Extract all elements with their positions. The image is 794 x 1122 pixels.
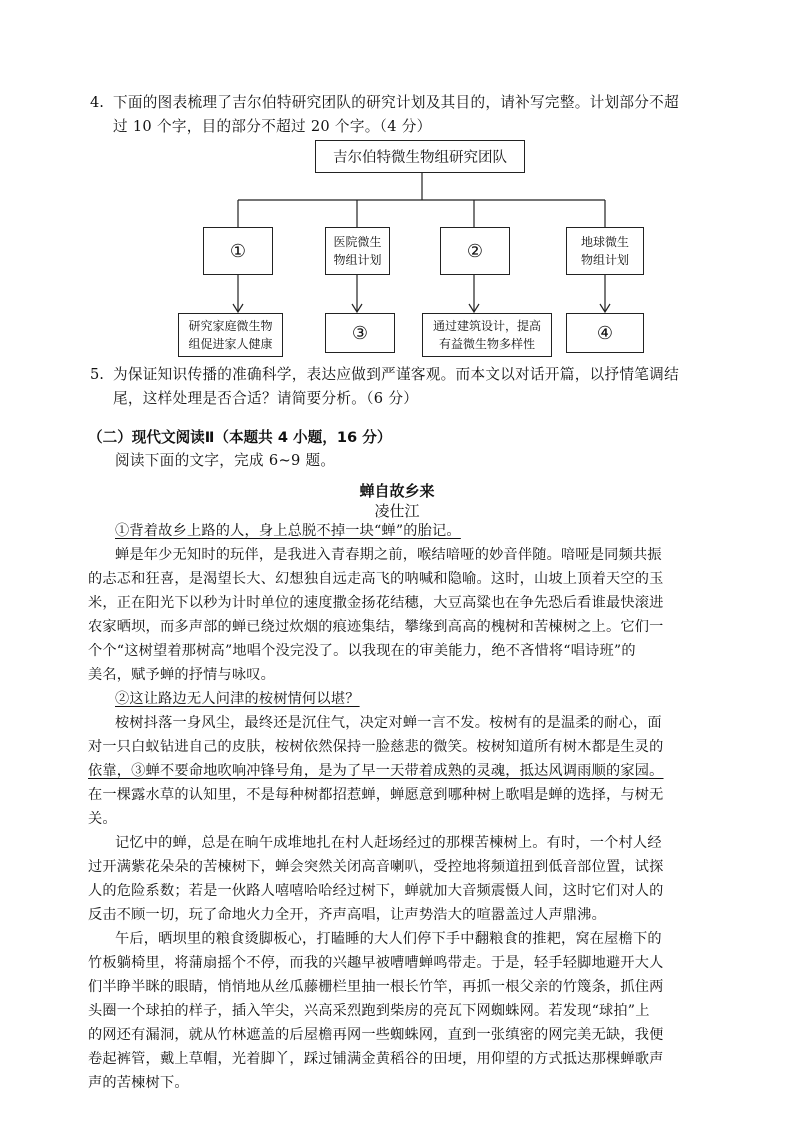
paragraph-1-line-1: ①背着故乡上路的人，身上总脱不掉一块“蝉”的胎记。 [115,523,461,539]
paragraph-2-line-4: 农家晒坝，而多声部的蝉已绕过炊烟的痕迹集结，攀缘到高高的槐树和苦楝树之上。它们一 [88,619,664,635]
paragraph-3-line-1: ②这让路边无人问津的桉树情何以堪？ [115,691,360,707]
paragraph-5-line-4: 反击不顾一切，玩了命地火力全开，齐声高唱，让声势浩大的喧嚣盖过人声鼎沸。 [88,907,606,923]
question-4-number: 4. [90,94,104,111]
paragraph-6-line-4: 头圈一个球拍的样子，插入竿尖，兴高采烈跑到柴房的亮瓦下网蜘蛛网。若发现“球拍”上 [88,1003,650,1019]
paragraph-2-line-1: 蝉是年少无知时的玩伴，是我进入青春期之前，喉结喑哑的妙音伴随。喑哑是同频共振 [115,547,662,563]
paragraph-4-line-4: 在一棵露水草的认知里，不是每种树都招惹蝉，蝉愿意到哪种树上歌唱是蝉的选择，与树无 [88,787,664,803]
plan-box-4 [566,227,644,275]
article-author: 凌仕江 [374,502,420,520]
paragraph-4-line-5: 关。 [88,811,117,827]
paragraph-6-line-6: 卷起裤管，戴上草帽，光着脚丫，踩过铺满金黄稻谷的田埂，用仰望的方式抵达那棵蝉歌声 [88,1051,664,1067]
section-instruction: 阅读下面的文字，完成 6~9 题。 [115,452,336,469]
paragraph-2-line-5: 个个“这树望着那树高”地唱个没完没了。以我现在的审美能力，绝不吝惜将“唱诗班”的 [88,643,636,659]
plan-2-line-1: 医院微生 [333,235,382,249]
article-title: 蝉自故乡来 [359,482,435,500]
question-5-line-2: 尾，这样处理是否合适？请简要分析。（6 分） [113,390,419,407]
paragraph-6-line-7: 声的苦楝树下。 [88,1075,189,1091]
goal-2-blank: ③ [351,322,369,344]
diagram-connectors [0,0,794,380]
paragraph-4-line-1: 桉树抖落一身风尘，最终还是沉住气，决定对蝉一言不发。桉树有的是温柔的耐心，面 [115,715,662,731]
diagram-top-box [315,140,525,173]
plan-3-blank: ② [466,240,484,262]
plan-box-3 [440,227,510,275]
goal-4-blank: ④ [596,322,614,344]
paragraph-6-line-5: 的网还有漏洞，就从竹林遮盖的后屋檐再网一些蜘蛛网，直到一张缜密的网完美无缺，我便 [88,1027,664,1043]
question-4-line-2: 过 10 个字，目的部分不超过 20 个字。（4 分） [113,118,432,135]
question-5-number: 5. [90,366,104,383]
paragraph-6-line-2: 竹板躺椅里，将蒲扇摇个不停，而我的兴趣早被嘈嘈蝉鸣带走。于是，轻手轻脚地避开大人 [88,955,664,971]
paragraph-6-line-1: 午后，晒坝里的粮食烫脚板心，打瞌睡的大人们停下手中翻粮食的推耙，窝在屋檐下的 [115,931,662,947]
goal-3-line-2: 有益微生物多样性 [438,337,535,351]
goal-1-line-2: 组促进家人健康 [188,337,273,351]
diagram-top-label: 吉尔伯特微生物组研究团队 [333,150,507,166]
plan-2-line-2: 物组计划 [333,253,382,267]
paragraph-4-line-3: 依靠，③蝉不要命地吹响冲锋号角，是为了早一天带着成熟的灵魂，抵达风调雨顺的家园。 [88,763,664,779]
goal-box-1 [178,313,283,357]
paragraph-5-line-1: 记忆中的蝉，总是在晌午成堆地扎在村人赶场经过的那棵苦楝树上。有时，一个村人经 [115,835,662,851]
paragraph-2-line-6: 美名，赋予蝉的抒情与咏叹。 [88,667,276,683]
paragraph-5-line-2: 过开满紫花朵朵的苦楝树下，蝉会突然关闭高音喇叭，受控地将频道扭到低音部位置，试探 [88,859,664,875]
paragraph-2-line-2: 的忐忑和狂喜，是渴望长大、幻想独自远走高飞的呐喊和隐喻。这时，山坡上顶着天空的玉 [88,571,664,587]
paragraph-5-line-3: 人的危险系数；若是一伙路人嘻嘻哈哈经过树下，蝉就加大音频震慑人间，这时它们对人的 [88,883,664,899]
question-5-line-1: 为保证知识传播的准确科学，表达应做到严谨客观。而本文以对话开篇，以抒情笔调结 [113,366,679,383]
plan-1-blank: ① [229,240,247,262]
paragraph-6-line-3: 们半睁半眯的眼睛，悄悄地从丝瓜藤栅栏里抽一根长竹竿，再抓一根父亲的竹篾条，抓住两 [88,979,664,995]
goal-box-2 [325,313,395,353]
goal-box-3 [422,313,552,357]
goal-box-4 [566,313,644,353]
goal-1-line-1: 研究家庭微生物 [188,319,273,333]
plan-box-1 [203,227,273,275]
goal-3-line-1: 通过建筑设计，提高 [432,319,541,333]
paragraph-4-line-2: 对一只白蚁钻进自己的皮肤，桉树依然保持一脸慈悲的微笑。桉树知道所有树木都是生灵的 [88,739,664,755]
plan-box-2 [325,227,390,275]
section-heading: （二）现代文阅读Ⅱ（本题共 4 小题，16 分） [88,429,392,446]
plan-4-line-2: 物组计划 [580,253,629,267]
question-4-line-1: 下面的图表梳理了吉尔伯特研究团队的研究计划及其目的，请补写完整。计划部分不超 [113,94,679,111]
paragraph-2-line-3: 米，正在阳光下以秒为计时单位的速度撒金扬花结穗，大豆高粱也在争先恐后看谁最快滚进 [88,595,664,611]
plan-4-line-1: 地球微生 [580,235,629,249]
